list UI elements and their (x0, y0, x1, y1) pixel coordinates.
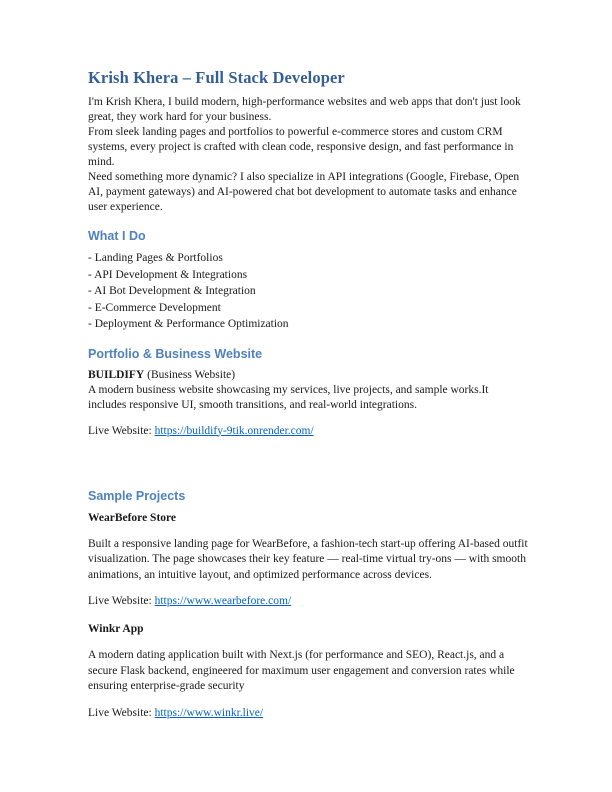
intro-paragraph: Need something more dynamic? I also specialize in API integrations (Google, Firebase, Open AI, payment gateways) and AI-powered chat bot development to automate tasks and enhance user experience. (88, 171, 520, 213)
portfolio-project-name-line (88, 368, 528, 383)
winkr-description: A modern dating application built with Next.js (for performance and SEO), React.js, and a secure Flask backend, engineered for maximum user engagement and conversion rates while ensuring enterprise-grade security (88, 649, 515, 692)
section-heading-what-i-do: What I Do (88, 229, 146, 243)
project-name-wearbefore: WearBefore Store (88, 511, 177, 524)
portfolio-description: A modern business website showcasing my services, live projects, and sample works.It includes responsive UI, smooth transitions, and real-world integrations. (88, 383, 489, 411)
service-list-item: - Landing Pages & Portfolios (88, 252, 223, 264)
section-heading-portfolio: Portfolio & Business Website (88, 346, 263, 361)
winkr-live-link[interactable]: https://www.winkr.live/ (154, 706, 264, 719)
section-heading-sample-projects: Sample Projects (88, 488, 186, 503)
wearbefore-description: Built a responsive landing page for WearBefore, a fashion-tech start-up offering AI-based outfit visualization. The page showcases their key feature — real-time virtual try-ons — with smooth animations, an intuitive layout, and optimized performance across devices. (88, 537, 528, 581)
intro-paragraph: From sleek landing pages and portfolios to powerful e-commerce stores and custom CRM systems, every project is crafted with clean code, responsive design, and fast performance in mind. (88, 126, 514, 168)
service-list (88, 250, 528, 333)
portfolio-project-name: BUILDIFY (88, 368, 145, 381)
wearbefore-live-line (88, 594, 528, 609)
section-spacer (88, 439, 528, 475)
portfolio-project-type: (Business Website) (144, 368, 236, 381)
buildify-live-link[interactable]: https://buildify-9tik.onrender.com/ (154, 424, 314, 437)
page-title: Krish Khera – Full Stack Developer (88, 68, 345, 87)
winkr-live-line (88, 706, 528, 721)
project-name-winkr: Winkr App (88, 623, 144, 635)
service-list-item: - E-Commerce Development (88, 301, 221, 314)
live-website-label: Live Website: (88, 424, 155, 437)
service-list-item: - Deployment & Performance Optimization (88, 318, 289, 330)
service-list-item: - AI Bot Development & Integration (88, 285, 256, 297)
portfolio-live-line (88, 424, 528, 439)
wearbefore-live-link[interactable]: https://www.wearbefore.com/ (154, 595, 292, 607)
live-website-label: Live Website: (88, 595, 155, 607)
live-website-label: Live Website: (88, 706, 155, 719)
service-list-item: - API Development & Integrations (88, 268, 248, 281)
intro-paragraph: I'm Krish Khera, I build modern, high-performance websites and web apps that don't just look great, they work hard for your business. (88, 96, 521, 123)
